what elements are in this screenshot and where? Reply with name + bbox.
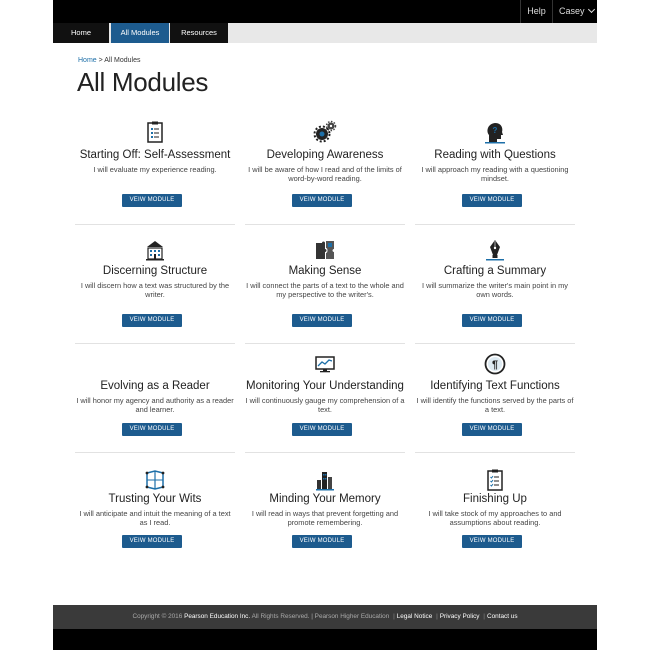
footer-separator: | (393, 613, 395, 620)
module-description: I will approach my reading with a questioning mindset. (421, 165, 569, 183)
pen-nib-icon (483, 238, 507, 262)
module-description: I will discern how a text was structured by the writer. (80, 281, 230, 299)
building-icon (143, 238, 167, 262)
breadcrumb-current: All Modules (104, 57, 141, 64)
module-title: Crafting a Summary (443, 265, 547, 277)
puzzle-icon (313, 238, 337, 262)
module-description: I will anticipate and intuit the meaning of a text as I read. (79, 509, 231, 527)
footer-bottom-bar (53, 629, 597, 650)
divider (415, 224, 575, 225)
module-title: Developing Awareness (266, 149, 384, 161)
module-description: I will be aware of how I read and of the limits of word-by-word reading. (248, 165, 402, 183)
view-module-button[interactable]: VEIW MODULE (462, 194, 522, 207)
city-icon (313, 468, 337, 492)
module-description: I will honor my agency and authority as a reader and learner. (76, 396, 234, 414)
module-description: I will connect the parts of a text to the whole and my perspective to the writer's. (246, 281, 404, 299)
module-card (75, 120, 235, 220)
svg-text:¶: ¶ (491, 359, 499, 371)
footer-link-contact[interactable]: Contact us (486, 613, 518, 620)
page (53, 0, 597, 650)
view-module-button[interactable]: VEIW MODULE (292, 194, 352, 207)
footer-link-privacy[interactable]: Privacy Policy (439, 613, 480, 620)
module-card (415, 238, 575, 338)
module-description: I will evaluate my experience reading. (93, 165, 217, 174)
module-card (415, 120, 575, 220)
module-card (415, 352, 575, 452)
tab-all-modules[interactable]: All Modules (111, 23, 169, 43)
module-title: Monitoring Your Understanding (246, 380, 404, 392)
module-title: Trusting Your Wits (108, 493, 202, 505)
top-bar (53, 0, 597, 23)
help-link[interactable]: Help (520, 0, 552, 23)
module-title: Making Sense (288, 265, 362, 277)
divider (415, 452, 575, 453)
divider (75, 224, 235, 225)
module-card (245, 468, 405, 568)
person-icon (143, 352, 167, 376)
view-module-button[interactable]: VEIW MODULE (122, 314, 182, 327)
module-card (245, 352, 405, 452)
view-module-button[interactable]: VEIW MODULE (122, 535, 182, 548)
user-menu[interactable] (552, 0, 597, 23)
view-module-button[interactable]: VEIW MODULE (122, 423, 182, 436)
user-name: Casey (559, 6, 585, 16)
footer-rights: All Rights Reserved. | Pearson Higher Education (250, 613, 390, 620)
cube-icon (143, 468, 167, 492)
view-module-button[interactable]: VEIW MODULE (292, 423, 352, 436)
module-title: Discerning Structure (102, 265, 208, 277)
footer-copyright: Copyright © 2016 (132, 613, 185, 620)
clipboard-icon (143, 120, 167, 144)
breadcrumb-home-link[interactable]: Home (78, 57, 97, 64)
module-title: Finishing Up (463, 493, 527, 505)
module-card (75, 352, 235, 452)
module-description: I will continuously gauge my comprehension of a text. (245, 396, 405, 414)
footer-separator: | (483, 613, 485, 620)
tab-resources[interactable]: Resources (170, 23, 228, 43)
module-title: Identifying Text Functions (430, 380, 560, 392)
module-description: I will read in ways that prevent forgetting and promote remembering. (251, 509, 399, 527)
footer-link-legal[interactable]: Legal Notice (396, 613, 433, 620)
module-card (245, 120, 405, 220)
svg-text:?: ? (492, 126, 498, 135)
view-module-button[interactable]: VEIW MODULE (122, 194, 182, 207)
divider (245, 343, 405, 344)
nav-bar (53, 23, 597, 43)
footer-separator: | (436, 613, 438, 620)
divider (245, 224, 405, 225)
breadcrumb-separator: > (96, 57, 105, 64)
view-module-button[interactable]: VEIW MODULE (462, 535, 522, 548)
chevron-down-icon (587, 6, 594, 13)
module-description: I will take stock of my approaches to and assumptions about reading. (428, 509, 562, 527)
view-module-button[interactable]: VEIW MODULE (292, 314, 352, 327)
monitor-chart-icon (313, 352, 337, 376)
checklist-icon (483, 468, 507, 492)
module-description: I will identify the functions served by the parts of a text. (416, 396, 574, 414)
divider (75, 452, 235, 453)
module-title: Starting Off: Self-Assessment (79, 149, 231, 161)
tab-home[interactable]: Home (53, 23, 109, 43)
module-title: Evolving as a Reader (100, 380, 210, 392)
divider (75, 343, 235, 344)
view-module-button[interactable]: VEIW MODULE (462, 314, 522, 327)
divider (245, 452, 405, 453)
paragraph-icon (483, 352, 507, 376)
module-card (75, 238, 235, 338)
head-question-icon (483, 120, 507, 144)
view-module-button[interactable]: VEIW MODULE (462, 423, 522, 436)
module-description: I will summarize the writer's main point in my own words. (422, 281, 568, 299)
module-title: Reading with Questions (434, 149, 556, 161)
module-card (75, 468, 235, 568)
module-title: Minding Your Memory (269, 493, 381, 505)
module-card (245, 238, 405, 338)
footer (53, 605, 597, 629)
module-card (415, 468, 575, 568)
footer-company: Pearson Education Inc. (184, 613, 251, 620)
gears-icon (313, 120, 337, 144)
divider (415, 343, 575, 344)
page-title: All Modules (77, 67, 209, 97)
breadcrumb (78, 57, 140, 64)
view-module-button[interactable]: VEIW MODULE (292, 535, 352, 548)
